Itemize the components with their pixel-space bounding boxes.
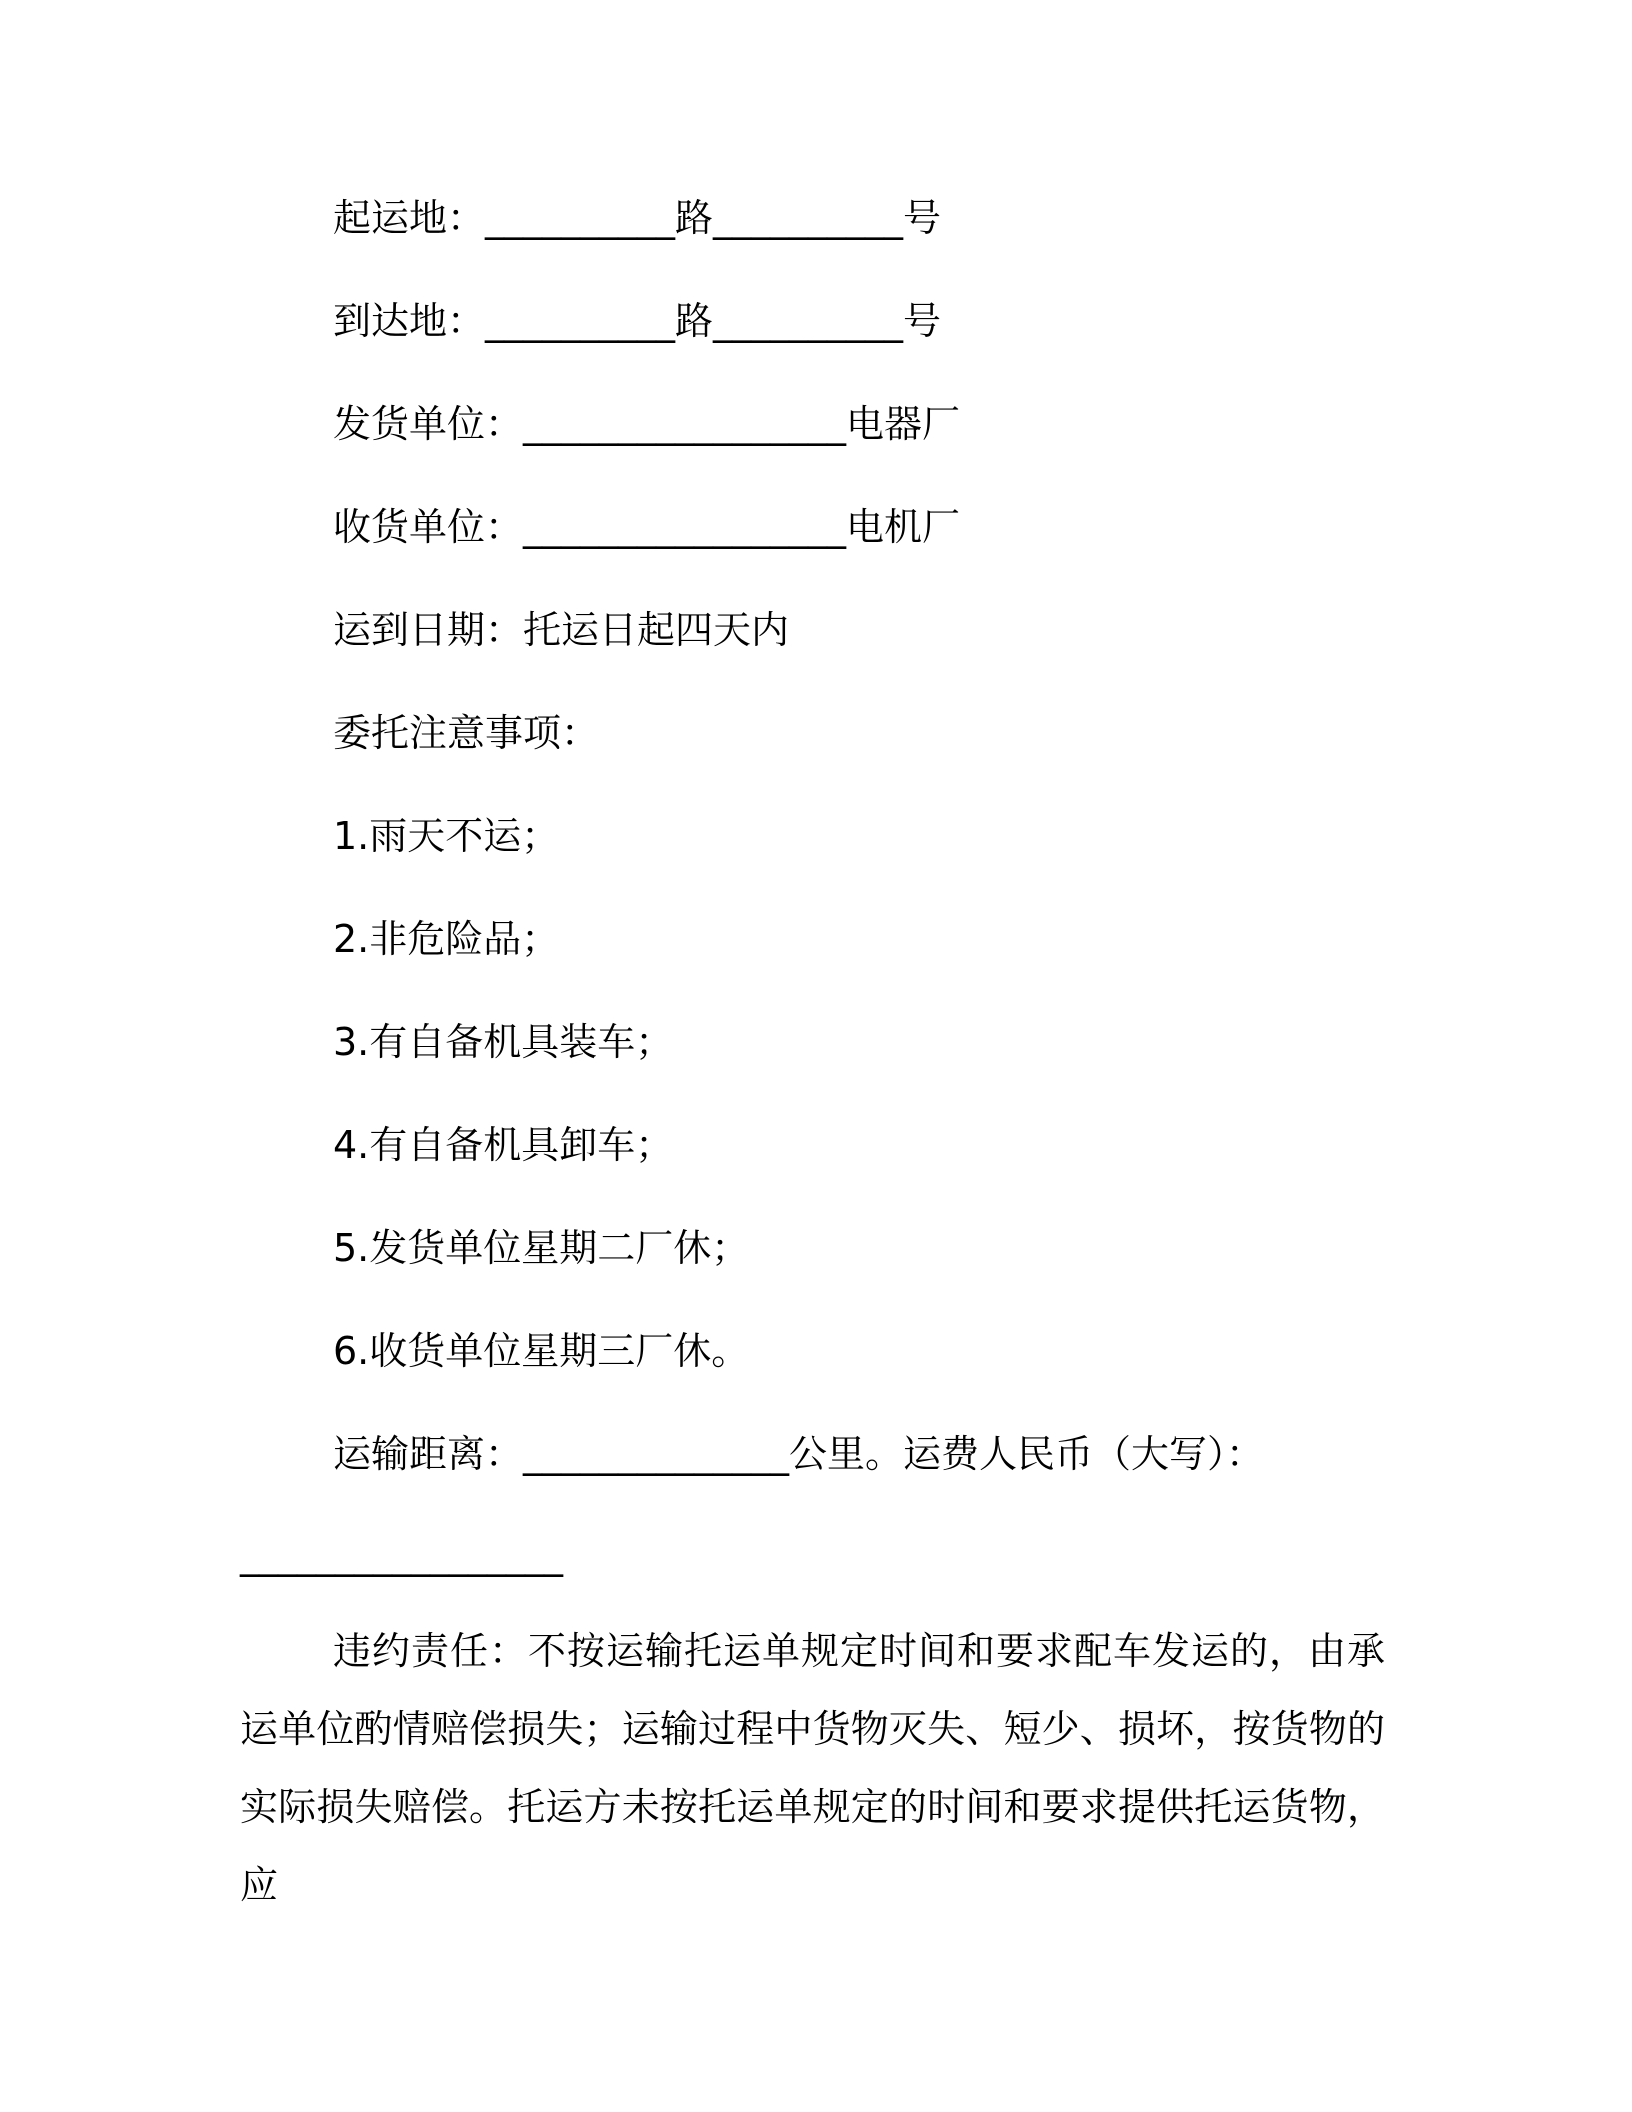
arrival-date-line: 运到日期：托运日起四天内 [333, 608, 790, 652]
origin-line: 起运地：__________路__________号 [333, 196, 942, 240]
distance-fee-line: 运输距离：______________公里。运费人民币（大写）： [333, 1432, 1265, 1476]
note-item: 5.发货单位星期二厂休； [333, 1226, 750, 1270]
note-item: 3.有自备机具装车； [333, 1020, 674, 1064]
note-item: 2.非危险品； [333, 917, 560, 961]
destination-line: 到达地：__________路__________号 [333, 299, 942, 343]
shipper-line: 发货单位：_________________电器厂 [333, 402, 961, 446]
fee-blank-line: _________________ [240, 1533, 563, 1577]
consignee-line: 收货单位：_________________电机厂 [333, 505, 961, 549]
note-item: 6.收货单位星期三厂休。 [333, 1329, 750, 1373]
liability-paragraph: 违约责任：不按运输托运单规定时间和要求配车发运的，由承运单位酌情赔偿损失；运输过程中货物灭失、短少、损坏，按货物的实际损失赔偿。托运方未按托运单规定的时间和要求提供托运货物，应 [240, 1629, 1385, 1907]
note-item: 1.雨天不运； [333, 814, 560, 858]
notes-heading: 委托注意事项： [333, 711, 600, 755]
note-item: 4.有自备机具卸车； [333, 1123, 674, 1167]
